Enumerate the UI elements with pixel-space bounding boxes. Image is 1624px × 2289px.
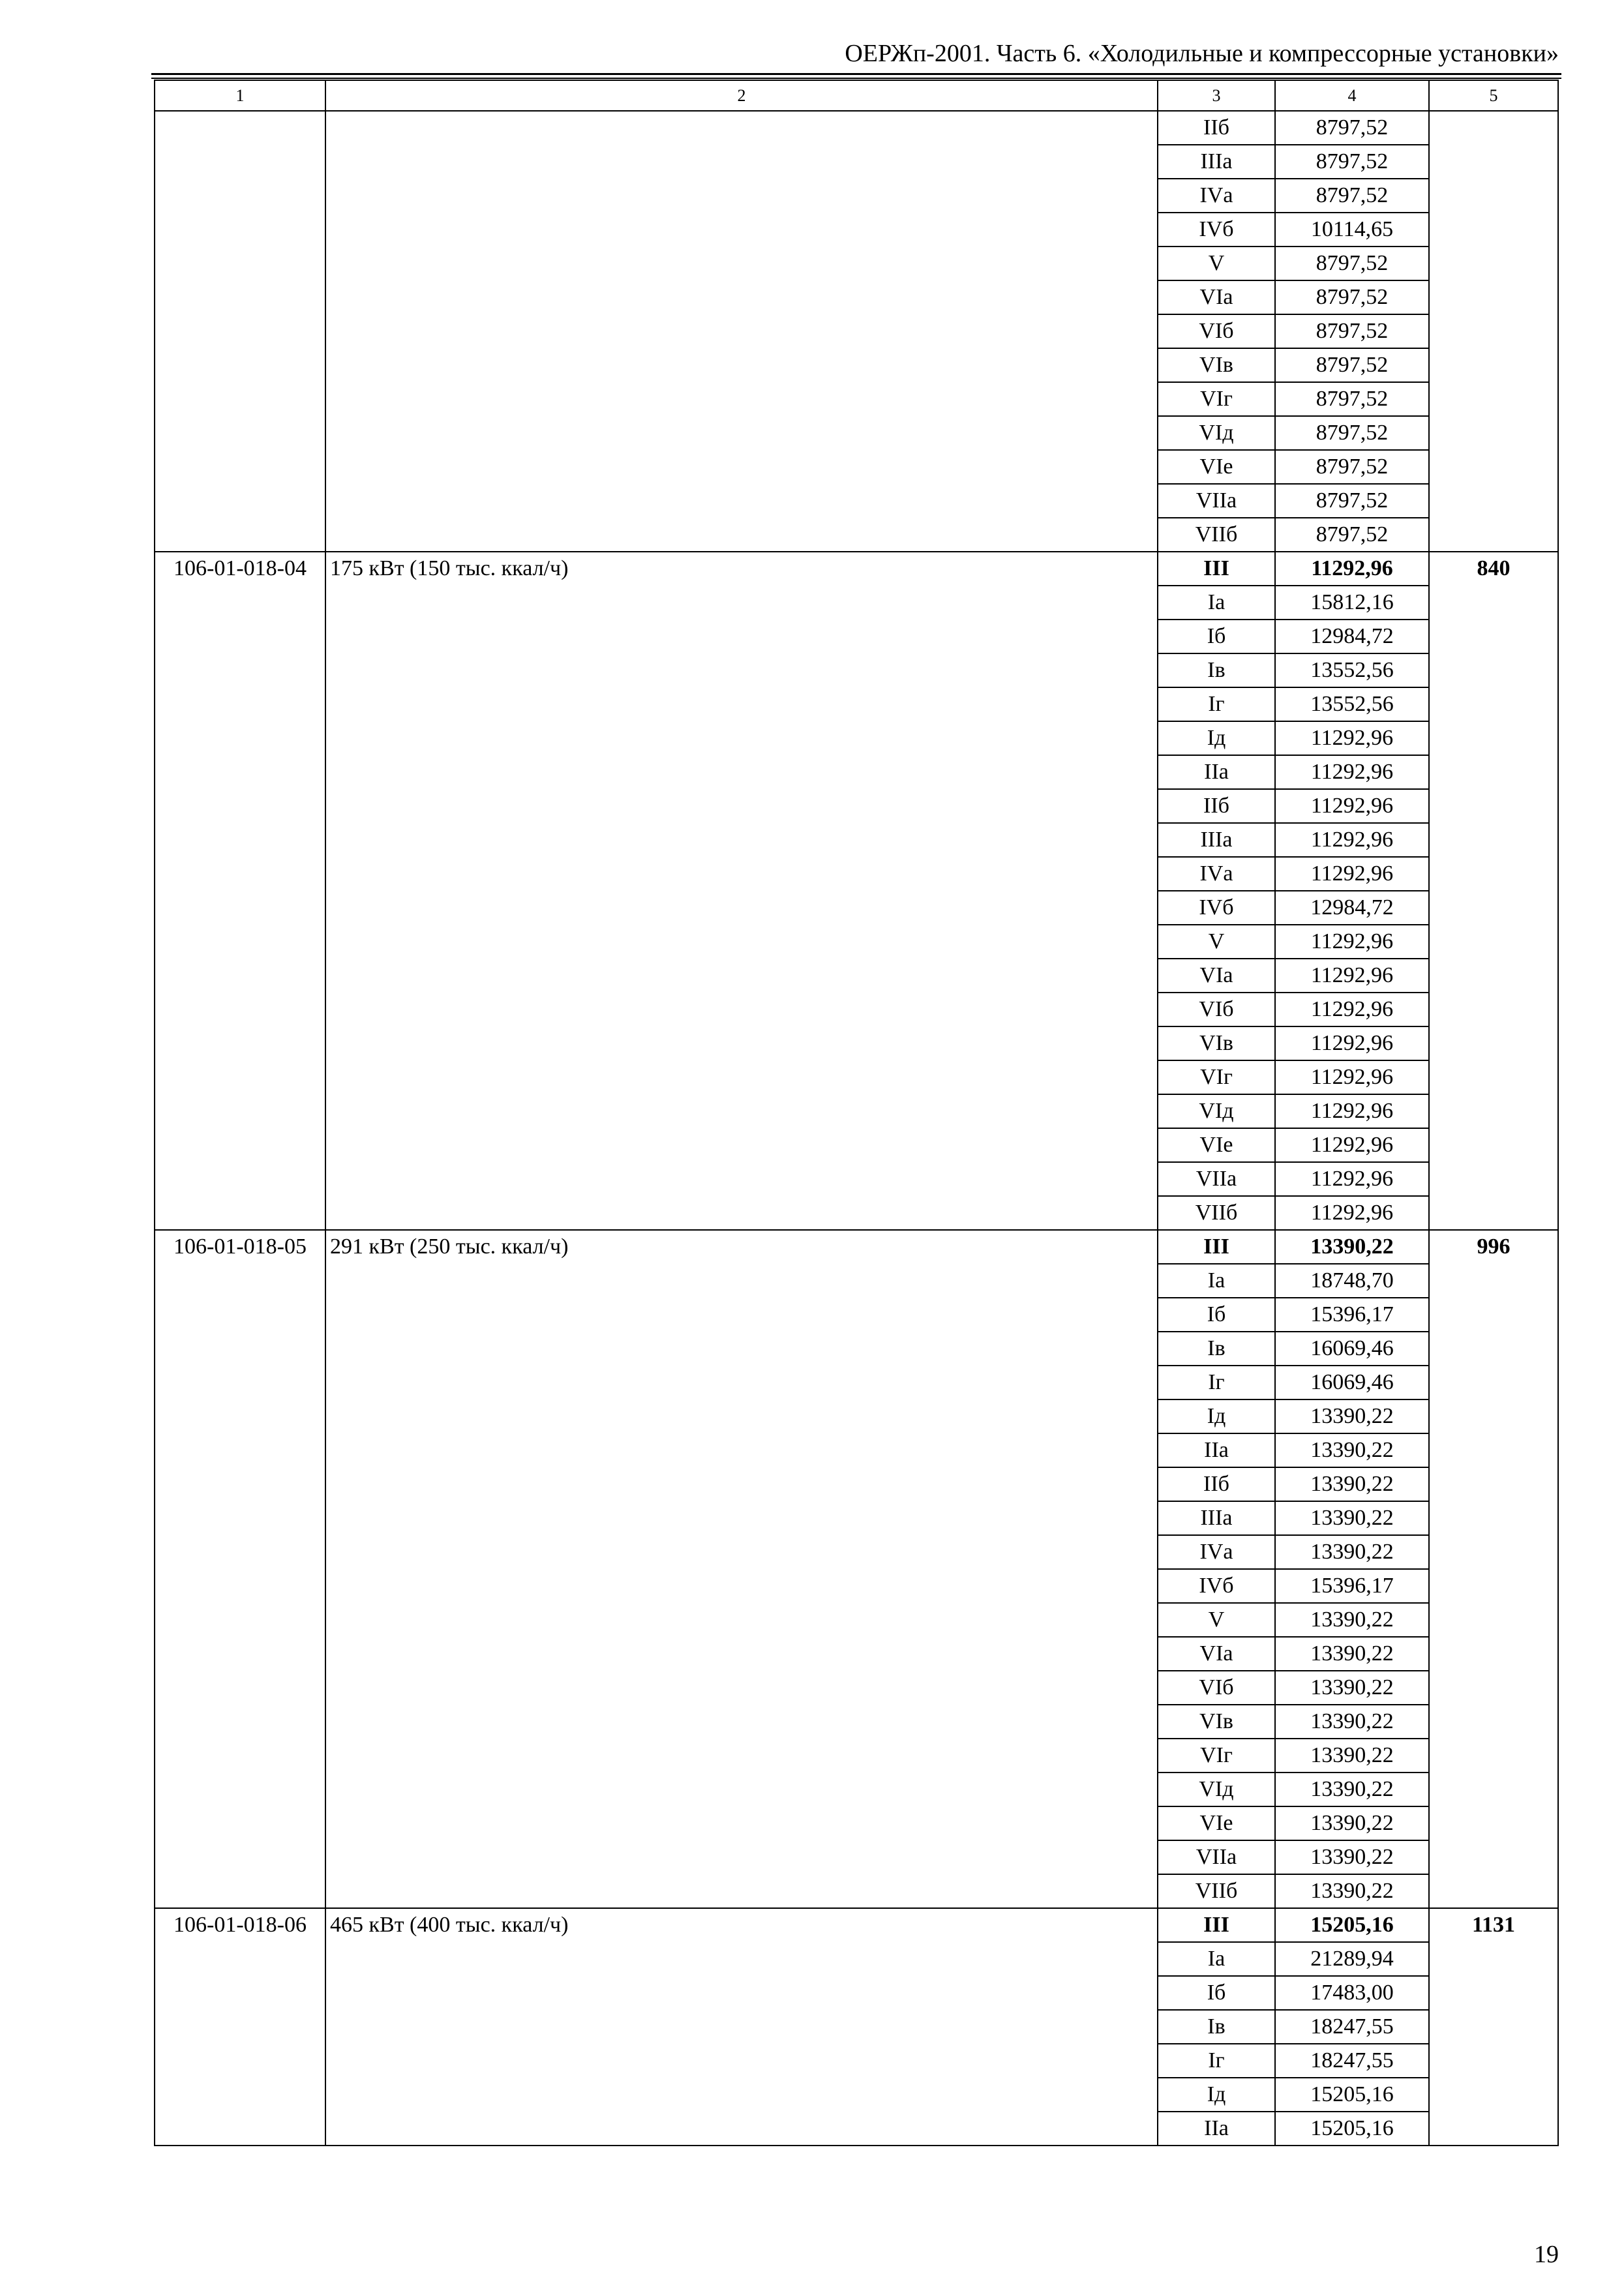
price-value-cell: 13390,22 bbox=[1275, 1840, 1429, 1874]
column-number-row bbox=[155, 80, 1558, 111]
price-value-cell: 8797,52 bbox=[1275, 314, 1429, 348]
column-number: 5 bbox=[1429, 80, 1558, 111]
climate-zone-cell: VIа bbox=[1158, 959, 1275, 993]
climate-zone-cell: IIа bbox=[1158, 2112, 1275, 2146]
climate-zone-cell: Iд bbox=[1158, 721, 1275, 755]
table-row bbox=[155, 1908, 1558, 1942]
climate-zone-cell: Iг bbox=[1158, 1366, 1275, 1399]
price-value-cell: 15205,16 bbox=[1275, 1908, 1429, 1942]
price-value-cell: 8797,52 bbox=[1275, 348, 1429, 382]
climate-zone-cell: VIе bbox=[1158, 1128, 1275, 1162]
rate-code-cell: 106-01-018-06 bbox=[155, 1908, 325, 2146]
description-cell: 175 кВт (150 тыс. ккал/ч) bbox=[325, 552, 1158, 1230]
description-cell: 465 кВт (400 тыс. ккал/ч) bbox=[325, 1908, 1158, 2146]
price-value-cell: 13390,22 bbox=[1275, 1603, 1429, 1637]
climate-zone-cell: IVб bbox=[1158, 213, 1275, 247]
price-value-cell: 13390,22 bbox=[1275, 1535, 1429, 1569]
climate-zone-cell: Iв bbox=[1158, 1332, 1275, 1366]
price-value-cell: 13390,22 bbox=[1275, 1399, 1429, 1433]
header-rule-thin bbox=[151, 78, 1561, 79]
climate-zone-cell: VIIа bbox=[1158, 1162, 1275, 1196]
climate-zone-cell: IIIа bbox=[1158, 1501, 1275, 1535]
price-value-cell: 11292,96 bbox=[1275, 755, 1429, 789]
price-value-cell: 13390,22 bbox=[1275, 1773, 1429, 1806]
norm-value-cell: 1131 bbox=[1429, 1908, 1558, 2146]
climate-zone-cell: Iд bbox=[1158, 1399, 1275, 1433]
price-value-cell: 13390,22 bbox=[1275, 1806, 1429, 1840]
climate-zone-cell: VIг bbox=[1158, 382, 1275, 416]
climate-zone-cell: VIIб bbox=[1158, 518, 1275, 552]
norm-value-cell bbox=[1429, 111, 1558, 552]
climate-zone-cell: Iд bbox=[1158, 2078, 1275, 2112]
climate-zone-cell: Iг bbox=[1158, 687, 1275, 721]
climate-zone-cell: IVа bbox=[1158, 857, 1275, 891]
rate-code-cell: 106-01-018-05 bbox=[155, 1230, 325, 1908]
climate-zone-cell: IIа bbox=[1158, 1433, 1275, 1467]
climate-zone-cell: IVб bbox=[1158, 891, 1275, 925]
page-number: 19 bbox=[1534, 2241, 1559, 2268]
price-value-cell: 13552,56 bbox=[1275, 653, 1429, 687]
climate-zone-cell: VIд bbox=[1158, 416, 1275, 450]
climate-zone-cell: V bbox=[1158, 925, 1275, 959]
price-value-cell: 11292,96 bbox=[1275, 857, 1429, 891]
price-value-cell: 12984,72 bbox=[1275, 891, 1429, 925]
climate-zone-cell: Iб bbox=[1158, 1298, 1275, 1332]
price-value-cell: 8797,52 bbox=[1275, 416, 1429, 450]
climate-zone-cell: VIб bbox=[1158, 314, 1275, 348]
price-value-cell: 13390,22 bbox=[1275, 1671, 1429, 1705]
price-value-cell: 15396,17 bbox=[1275, 1569, 1429, 1603]
climate-zone-cell: Iа bbox=[1158, 1942, 1275, 1976]
climate-zone-cell: IVб bbox=[1158, 1569, 1275, 1603]
rate-code-cell: 106-01-018-04 bbox=[155, 552, 325, 1230]
header-rule bbox=[151, 73, 1561, 75]
climate-zone-cell: VIа bbox=[1158, 1637, 1275, 1671]
price-value-cell: 11292,96 bbox=[1275, 721, 1429, 755]
price-value-cell: 11292,96 bbox=[1275, 993, 1429, 1026]
price-value-cell: 11292,96 bbox=[1275, 1162, 1429, 1196]
price-value-cell: 12984,72 bbox=[1275, 620, 1429, 653]
climate-zone-cell: Iа bbox=[1158, 586, 1275, 620]
price-value-cell: 11292,96 bbox=[1275, 959, 1429, 993]
climate-zone-cell: Iб bbox=[1158, 1976, 1275, 2010]
climate-zone-cell: IIб bbox=[1158, 1467, 1275, 1501]
price-value-cell: 8797,52 bbox=[1275, 179, 1429, 213]
price-value-cell: 11292,96 bbox=[1275, 823, 1429, 857]
price-value-cell: 11292,96 bbox=[1275, 552, 1429, 586]
price-value-cell: 13390,22 bbox=[1275, 1467, 1429, 1501]
price-value-cell: 21289,94 bbox=[1275, 1942, 1429, 1976]
climate-zone-cell: IIIа bbox=[1158, 823, 1275, 857]
price-value-cell: 8797,52 bbox=[1275, 450, 1429, 484]
climate-zone-cell: IIа bbox=[1158, 755, 1275, 789]
climate-zone-cell: IIб bbox=[1158, 789, 1275, 823]
climate-zone-cell: VIе bbox=[1158, 1806, 1275, 1840]
price-value-cell: 13390,22 bbox=[1275, 1705, 1429, 1739]
climate-zone-cell: VIб bbox=[1158, 993, 1275, 1026]
price-value-cell: 8797,52 bbox=[1275, 247, 1429, 280]
rates-table-body bbox=[155, 80, 1558, 2146]
price-value-cell: 18247,55 bbox=[1275, 2044, 1429, 2078]
price-value-cell: 17483,00 bbox=[1275, 1976, 1429, 2010]
price-value-cell: 8797,52 bbox=[1275, 280, 1429, 314]
climate-zone-cell: Iб bbox=[1158, 620, 1275, 653]
price-value-cell: 18748,70 bbox=[1275, 1264, 1429, 1298]
climate-zone-cell: V bbox=[1158, 1603, 1275, 1637]
rate-code-cell bbox=[155, 111, 325, 552]
climate-zone-cell: V bbox=[1158, 247, 1275, 280]
climate-zone-cell: VIб bbox=[1158, 1671, 1275, 1705]
table-row bbox=[155, 111, 1558, 145]
price-value-cell: 13390,22 bbox=[1275, 1433, 1429, 1467]
climate-zone-cell: Iв bbox=[1158, 653, 1275, 687]
price-value-cell: 13390,22 bbox=[1275, 1501, 1429, 1535]
norm-value-cell: 840 bbox=[1429, 552, 1558, 1230]
climate-zone-cell: Iв bbox=[1158, 2010, 1275, 2044]
climate-zone-cell: VIд bbox=[1158, 1094, 1275, 1128]
price-value-cell: 11292,96 bbox=[1275, 925, 1429, 959]
climate-zone-cell: VIIа bbox=[1158, 484, 1275, 518]
rates-table bbox=[154, 80, 1559, 2146]
price-value-cell: 16069,46 bbox=[1275, 1332, 1429, 1366]
column-number: 1 bbox=[155, 80, 325, 111]
price-value-cell: 11292,96 bbox=[1275, 1026, 1429, 1060]
climate-zone-cell: VIв bbox=[1158, 1705, 1275, 1739]
price-value-cell: 8797,52 bbox=[1275, 145, 1429, 179]
price-value-cell: 11292,96 bbox=[1275, 1196, 1429, 1230]
norm-value-cell: 996 bbox=[1429, 1230, 1558, 1908]
price-value-cell: 8797,52 bbox=[1275, 382, 1429, 416]
price-value-cell: 8797,52 bbox=[1275, 518, 1429, 552]
column-number: 2 bbox=[325, 80, 1158, 111]
climate-zone-cell: III bbox=[1158, 552, 1275, 586]
climate-zone-cell: VIг bbox=[1158, 1739, 1275, 1773]
climate-zone-cell: VIа bbox=[1158, 280, 1275, 314]
climate-zone-cell: VIIб bbox=[1158, 1196, 1275, 1230]
price-value-cell: 13390,22 bbox=[1275, 1739, 1429, 1773]
table-row bbox=[155, 1230, 1558, 1264]
price-value-cell: 10114,65 bbox=[1275, 213, 1429, 247]
climate-zone-cell: VIв bbox=[1158, 1026, 1275, 1060]
climate-zone-cell: III bbox=[1158, 1230, 1275, 1264]
price-value-cell: 13390,22 bbox=[1275, 1874, 1429, 1908]
price-value-cell: 13390,22 bbox=[1275, 1230, 1429, 1264]
price-value-cell: 8797,52 bbox=[1275, 111, 1429, 145]
price-value-cell: 11292,96 bbox=[1275, 1060, 1429, 1094]
price-value-cell: 13390,22 bbox=[1275, 1637, 1429, 1671]
climate-zone-cell: VIIа bbox=[1158, 1840, 1275, 1874]
price-value-cell: 15396,17 bbox=[1275, 1298, 1429, 1332]
climate-zone-cell: VIг bbox=[1158, 1060, 1275, 1094]
price-value-cell: 11292,96 bbox=[1275, 1128, 1429, 1162]
price-value-cell: 15812,16 bbox=[1275, 586, 1429, 620]
price-value-cell: 11292,96 bbox=[1275, 1094, 1429, 1128]
table-row bbox=[155, 552, 1558, 586]
climate-zone-cell: III bbox=[1158, 1908, 1275, 1942]
price-value-cell: 15205,16 bbox=[1275, 2112, 1429, 2146]
price-value-cell: 15205,16 bbox=[1275, 2078, 1429, 2112]
column-number: 4 bbox=[1275, 80, 1429, 111]
climate-zone-cell: VIв bbox=[1158, 348, 1275, 382]
climate-zone-cell: IVа bbox=[1158, 179, 1275, 213]
climate-zone-cell: VIIб bbox=[1158, 1874, 1275, 1908]
price-value-cell: 16069,46 bbox=[1275, 1366, 1429, 1399]
climate-zone-cell: VIе bbox=[1158, 450, 1275, 484]
climate-zone-cell: VIд bbox=[1158, 1773, 1275, 1806]
running-header: ОЕРЖп-2001. Часть 6. «Холодильные и компрессорные установки» bbox=[845, 40, 1559, 67]
column-number: 3 bbox=[1158, 80, 1275, 111]
description-cell bbox=[325, 111, 1158, 552]
climate-zone-cell: IIб bbox=[1158, 111, 1275, 145]
climate-zone-cell: Iа bbox=[1158, 1264, 1275, 1298]
climate-zone-cell: IVа bbox=[1158, 1535, 1275, 1569]
price-value-cell: 13552,56 bbox=[1275, 687, 1429, 721]
price-value-cell: 8797,52 bbox=[1275, 484, 1429, 518]
price-value-cell: 18247,55 bbox=[1275, 2010, 1429, 2044]
price-value-cell: 11292,96 bbox=[1275, 789, 1429, 823]
description-cell: 291 кВт (250 тыс. ккал/ч) bbox=[325, 1230, 1158, 1908]
climate-zone-cell: IIIа bbox=[1158, 145, 1275, 179]
climate-zone-cell: Iг bbox=[1158, 2044, 1275, 2078]
